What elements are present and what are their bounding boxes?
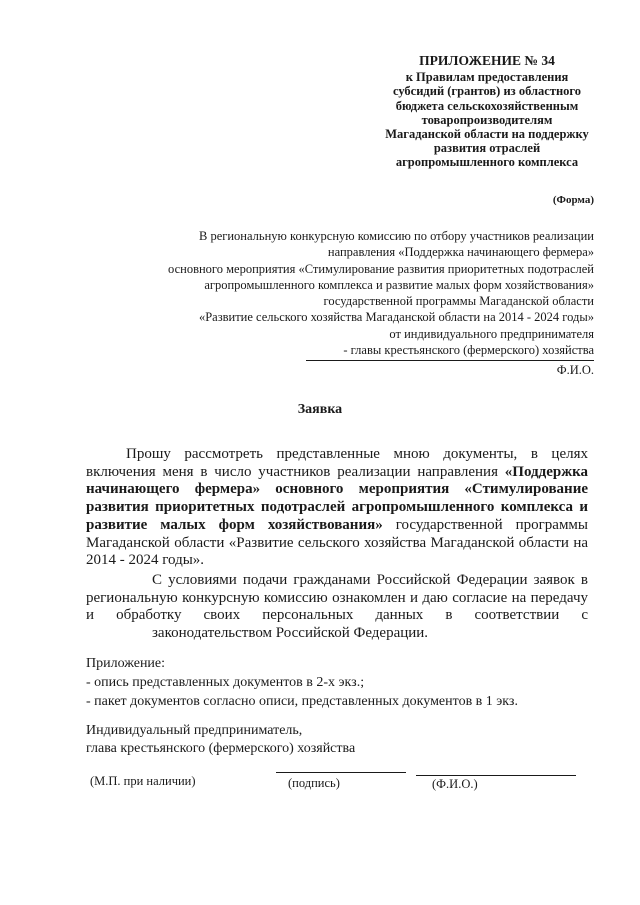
request-text-start: Прошу рассмотреть представленные мною документы, в целях включения меня в число участников реализации направления bbox=[86, 446, 588, 480]
consent-text-last: законодательством Российской Федерации. bbox=[152, 625, 429, 642]
applicant-name-line[interactable] bbox=[306, 360, 594, 361]
appendix-line: к Правилам предоставления bbox=[405, 70, 569, 85]
appendix-line: товаропроизводителям bbox=[421, 112, 553, 127]
consent-paragraph bbox=[86, 572, 588, 643]
addressee-line: государственной программы Магаданской области bbox=[323, 294, 594, 309]
signature-line[interactable] bbox=[276, 772, 406, 773]
addressee-line: от индивидуального предпринимателя bbox=[389, 326, 594, 341]
addressee-line: агропромышленного комплекса и развитие малых форм хозяйствования» bbox=[204, 277, 594, 292]
addressee-block bbox=[124, 228, 594, 358]
appendix-header bbox=[362, 54, 612, 170]
signer-subtitle: глава крестьянского (фермерского) хозяйства bbox=[86, 741, 356, 756]
consent-text: С условиями подачи гражданами Российской Федерации заявок в региональную конкурсную комиссию ознакомлен и даю согласие на передачу и обработку своих персональных данных в соответствии с bbox=[86, 572, 588, 624]
signer-name-line[interactable] bbox=[416, 775, 576, 776]
request-text-end: государственной программы Магаданской области «Развитие сельского хозяйства Магаданской области на 2014 - 2024 годы». bbox=[86, 516, 589, 569]
stamp-caption: (М.П. при наличии) bbox=[90, 774, 196, 788]
addressee-line: основного мероприятия «Стимулирование развития приоритетных подотраслей bbox=[168, 261, 594, 276]
request-text-bold: «Поддержка начинающего фермера» основного мероприятия «Стимулирование развития приоритетных подотраслей агропромышленного комплекса и развитие малых форм хозяйствования» bbox=[86, 463, 588, 533]
signature-caption: (подпись) bbox=[288, 776, 340, 790]
addressee-line: направления «Поддержка начинающего фермера» bbox=[327, 245, 594, 260]
appendix-line: развития отраслей bbox=[433, 141, 541, 156]
appendix-line: агропромышленного комплекса bbox=[395, 155, 579, 170]
document-heading: Заявка bbox=[297, 402, 343, 417]
attachment-item: - пакет документов согласно описи, представленных документов в 1 экз. bbox=[86, 694, 518, 709]
attachment-item: - опись представленных документов в 2-х экз.; bbox=[86, 675, 365, 690]
form-label: (Форма) bbox=[552, 194, 594, 206]
addressee-line: В региональную конкурсную комиссию по отбору участников реализации bbox=[198, 229, 594, 243]
signer-block bbox=[86, 722, 355, 758]
appendix-line: бюджета сельскохозяйственным bbox=[395, 98, 579, 113]
attachments-label: Приложение: bbox=[86, 656, 166, 671]
appendix-line: субсидий (грантов) из областного bbox=[392, 84, 582, 99]
signer-title: Индивидуальный предприниматель, bbox=[86, 723, 303, 738]
request-paragraph bbox=[86, 446, 588, 570]
appendix-line: Магаданской области на поддержку bbox=[385, 127, 589, 142]
appendix-title: ПРИЛОЖЕНИЕ № 34 bbox=[419, 53, 555, 68]
signer-name-caption: (Ф.И.О.) bbox=[432, 777, 478, 791]
addressee-line: «Развитие сельского хозяйства Магаданской области на 2014 - 2024 годы» bbox=[198, 310, 594, 325]
attachments-block bbox=[86, 654, 518, 711]
addressee-line: - главы крестьянского (фермерского) хозяйства bbox=[343, 343, 594, 358]
applicant-name-caption: Ф.И.О. bbox=[556, 363, 594, 377]
